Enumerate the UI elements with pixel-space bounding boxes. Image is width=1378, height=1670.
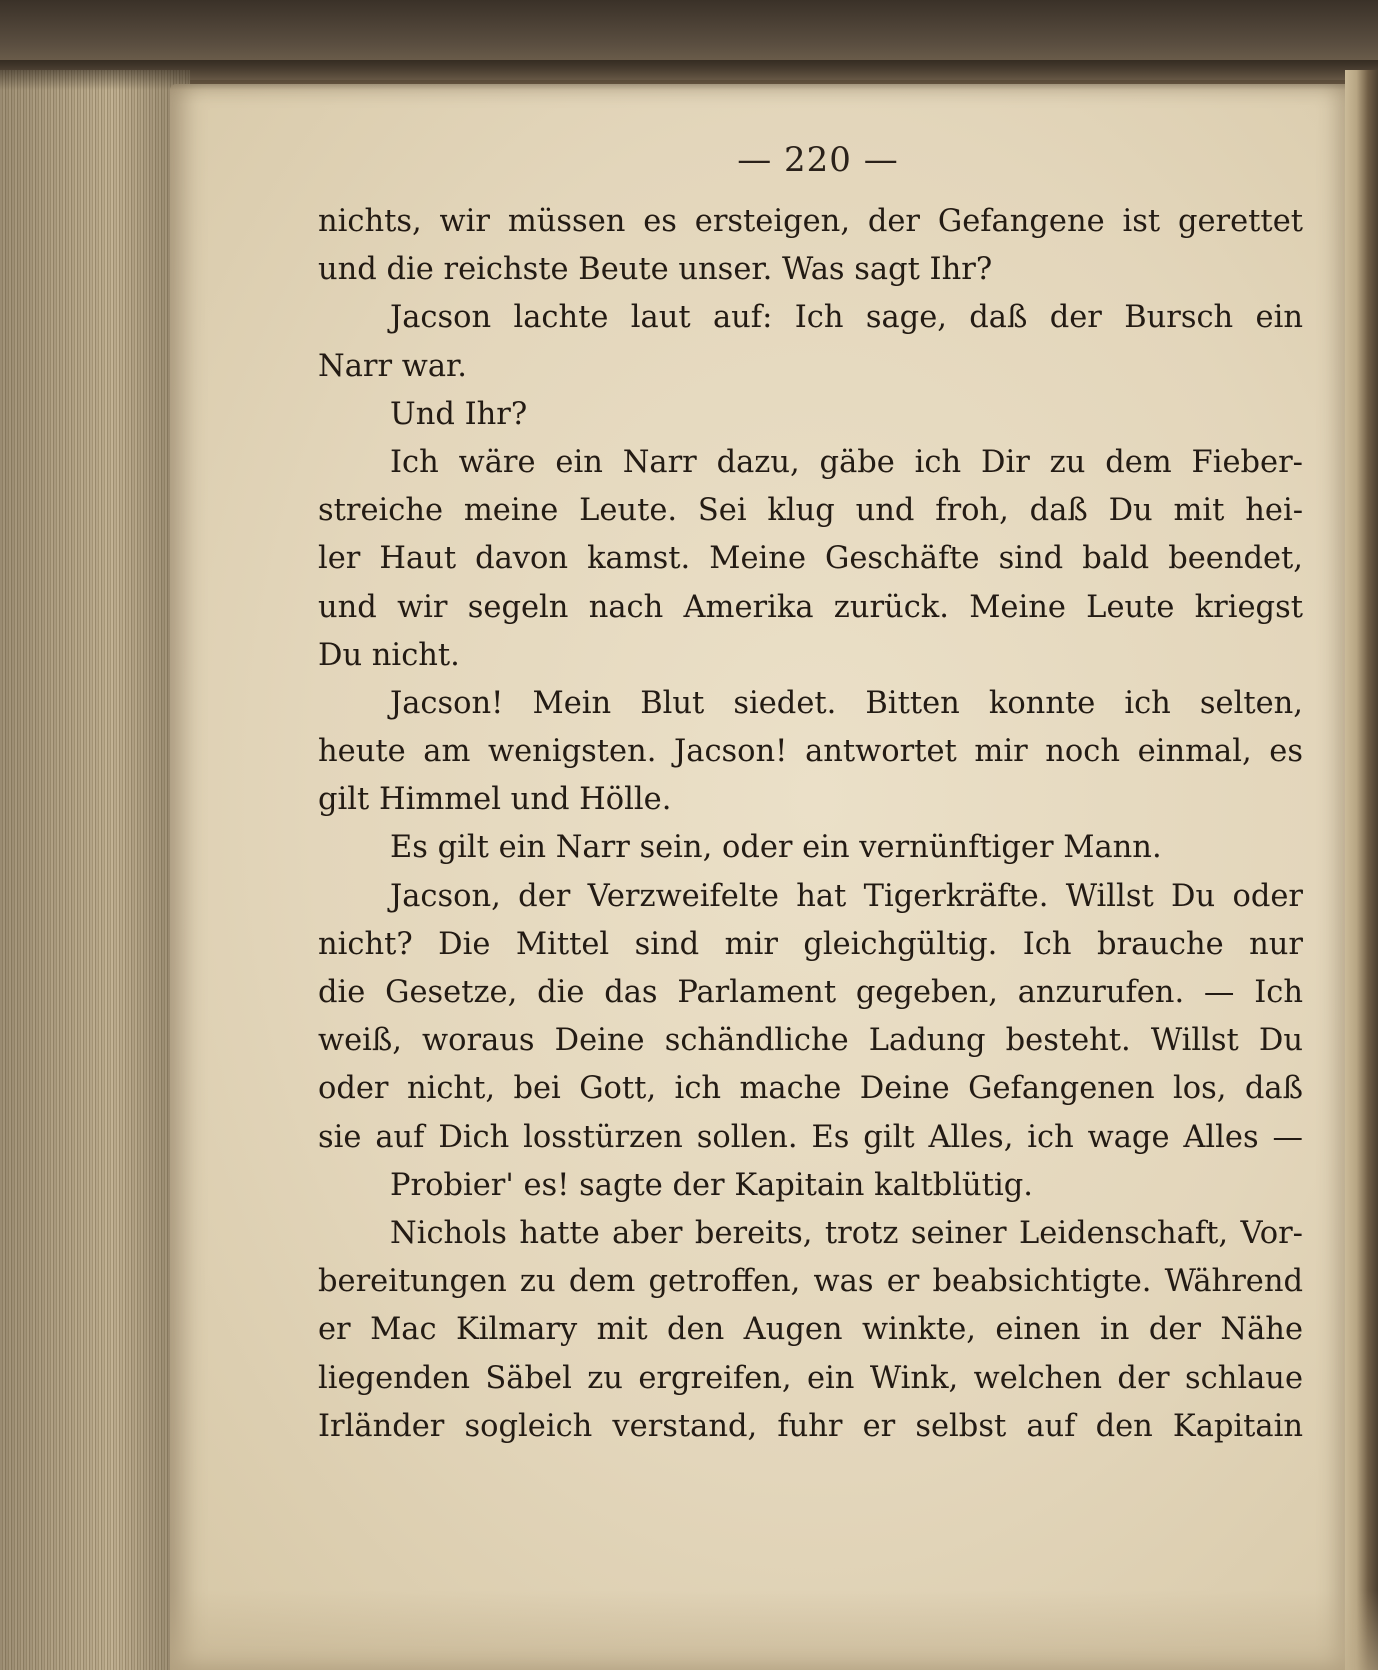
page-text [318, 198, 1303, 1451]
text-line: die Gesetze, die das Parlament gegeben, anzurufen. — Ich [318, 975, 1303, 1010]
text-line: gilt Himmel und Hölle. [318, 782, 672, 818]
text-line: oder nicht, bei Gott, ich mache Deine Gefangenen los, daß [318, 1071, 1303, 1107]
text-line: Narr war. [318, 348, 467, 384]
text-line: Du nicht. [318, 637, 460, 673]
text-line: Und Ihr? [390, 396, 528, 432]
text-line: weiß, woraus Deine schändliche Ladung besteht. Willst Du [318, 1023, 1303, 1059]
text-line: nicht? Die Mittel sind mir gleichgültig. Ich brauche nur [318, 926, 1303, 962]
text-line: und die reichste Beute unser. Was sagt Ihr? [318, 252, 993, 288]
text-line: Nichols hatte aber bereits, trotz seiner Leidenschaft, Vor- [390, 1215, 1303, 1251]
text-line: Jacson, der Verzweifelte hat Tigerkräfte. Willst Du oder [390, 878, 1303, 914]
text-line: sie auf Dich losstürzen sollen. Es gilt Alles, ich wage Alles — [318, 1119, 1303, 1155]
page-bottom-edge [170, 1590, 1378, 1670]
text-line: ler Haut davon kamst. Meine Geschäfte sind bald beendet, [318, 541, 1303, 577]
page-stack-shadow [0, 70, 190, 1670]
text-line: Jacson! Mein Blut siedet. Bitten konnte ich selten, [390, 685, 1303, 721]
text-line: er Mac Kilmary mit den Augen winkte, einen in der Nähe [318, 1312, 1303, 1348]
text-line: Es gilt ein Narr sein, oder ein vernünftiger Mann. [390, 830, 1162, 866]
text-line: und wir segeln nach Amerika zurück. Meine Leute kriegst [318, 589, 1303, 625]
text-line: nichts, wir müssen es ersteigen, der Gefangene ist gerettet [318, 204, 1303, 239]
text-line: Probier' es! sagte der Kapitain kaltblütig. [390, 1167, 1033, 1203]
text-line: Jacson lachte laut auf: Ich sage, daß der Bursch ein [390, 300, 1303, 336]
page-number: — 220 — [737, 140, 899, 180]
cover-shadow [0, 60, 1378, 90]
text-line: bereitungen zu dem getroffen, was er beabsichtigte. Während [318, 1264, 1303, 1300]
text-line: liegenden Säbel zu ergreifen, ein Wink, welchen der schlaue [318, 1360, 1303, 1396]
book-cover-right [1345, 70, 1378, 1670]
text-line: heute am wenigsten. Jacson! antwortet mir noch einmal, es [318, 734, 1303, 770]
text-line: streiche meine Leute. Sei klug und froh, daß Du mit hei- [318, 493, 1303, 529]
text-line: Irländer sogleich verstand, fuhr er selbst auf den Kapitain [318, 1408, 1303, 1444]
text-line: Ich wäre ein Narr dazu, gäbe ich Dir zu dem Fieber- [390, 444, 1303, 480]
